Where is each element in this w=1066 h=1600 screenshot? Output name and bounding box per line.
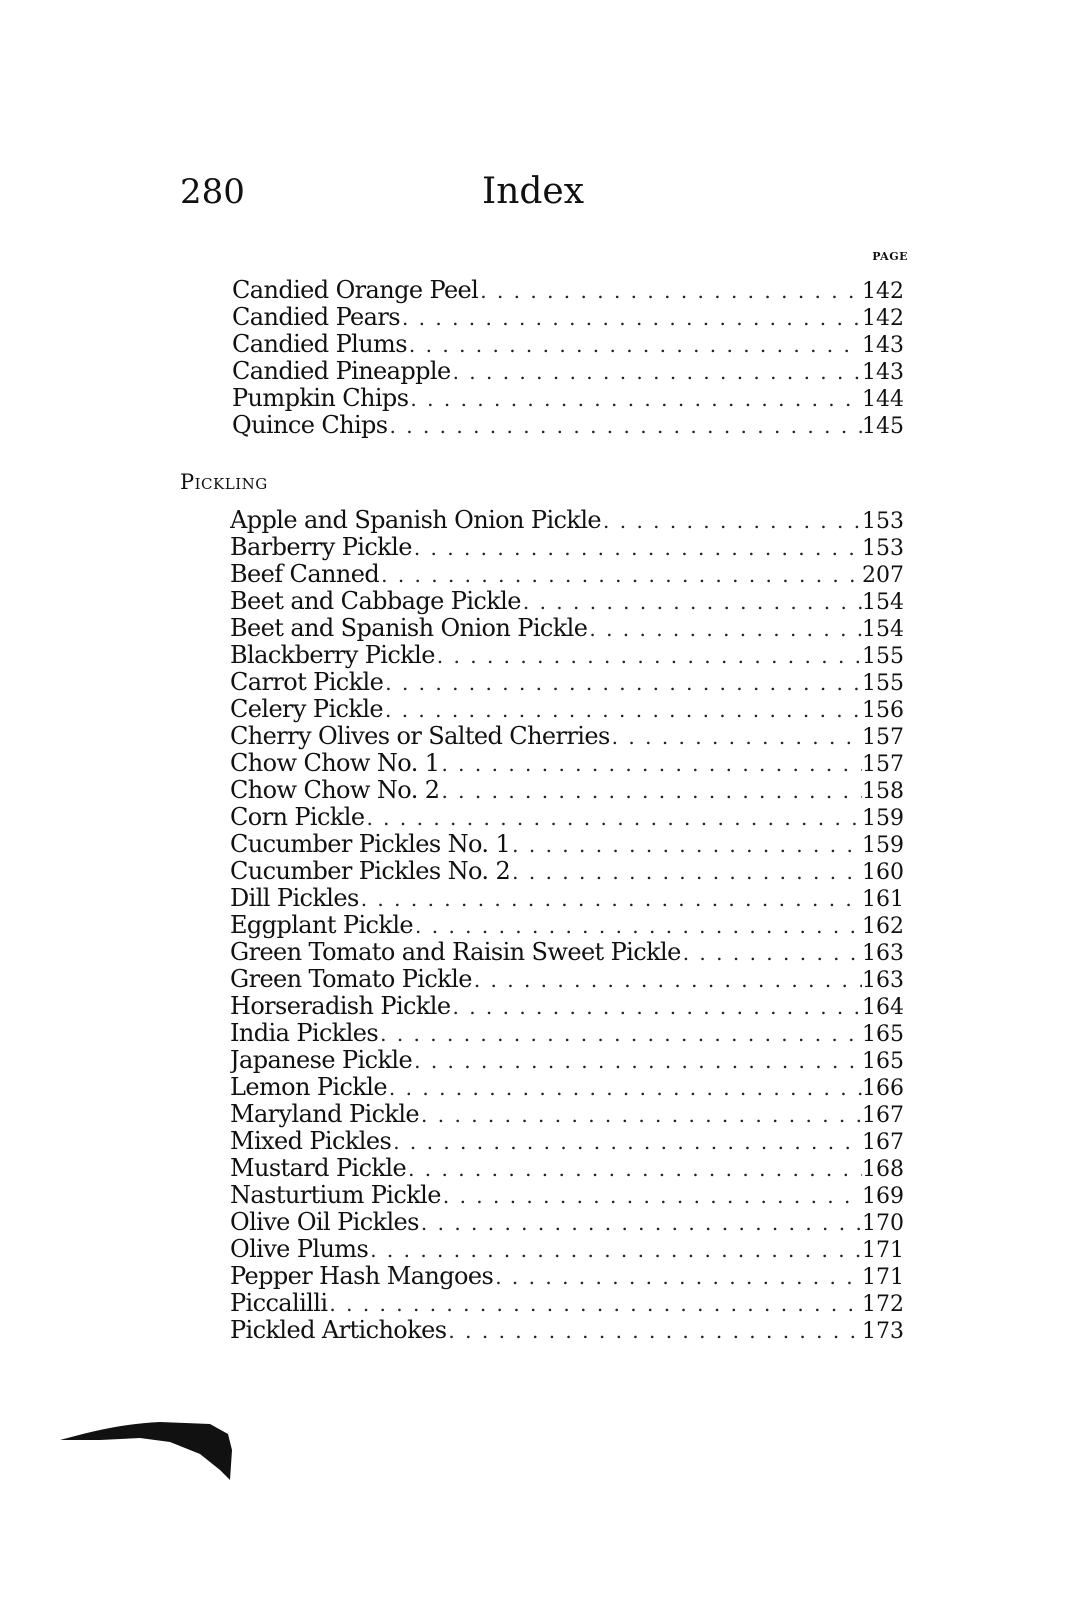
entry-page-number: 168 [862,1157,904,1182]
dot-leader [435,643,862,669]
entry-page-number: 171 [862,1238,904,1263]
dot-leader [413,913,862,939]
index-entry [230,1236,906,1263]
dot-leader [383,670,862,696]
index-entry [230,858,906,885]
dot-leader [419,1102,862,1128]
dot-leader [450,994,862,1020]
entry-page-number: 163 [862,941,904,966]
dot-leader [387,1075,862,1101]
entry-page-number: 158 [862,779,904,804]
entry-title: Corn Pickle [230,804,365,831]
dot-leader [378,1021,862,1047]
index-entry [230,723,906,750]
index-entry [230,1317,906,1344]
entry-title: Candied Pears [232,304,400,331]
entry-page-number: 164 [862,995,904,1020]
dot-leader [391,1129,862,1155]
dot-leader [406,1156,862,1182]
index-entry [232,412,906,439]
section-heading-pickling: Pickling [180,470,268,494]
entry-title: Eggplant Pickle [230,912,414,939]
index-entry [232,277,906,304]
index-entry [230,1047,906,1074]
dot-leader [439,778,862,804]
index-entry [230,777,906,804]
entry-title: Green Tomato and Raisin Sweet Pickle [230,939,681,966]
entry-page-number: 169 [862,1184,904,1209]
entry-page-number: 165 [862,1049,904,1074]
entry-page-number: 153 [862,536,904,561]
entry-title: Celery Pickle [230,696,383,723]
dot-leader [359,886,862,912]
page-stain-mark [60,1410,240,1490]
index-entry [230,939,906,966]
entry-page-number: 162 [862,914,904,939]
entry-title: Blackberry Pickle [230,642,435,669]
index-entry [230,993,906,1020]
dot-leader [383,697,862,723]
entry-page-number: 157 [862,752,904,777]
entry-title: Olive Plums [230,1236,369,1263]
index-entry [230,1182,906,1209]
dot-leader [446,1318,862,1344]
dot-leader [379,562,862,588]
index-entry [230,615,906,642]
entry-title: Beef Canned [230,561,380,588]
index-entry [232,331,906,358]
index-entry [230,1155,906,1182]
index-entry [230,804,906,831]
entry-page-number: 172 [862,1292,904,1317]
dot-leader [327,1291,862,1317]
entry-page-number: 166 [862,1076,904,1101]
entry-title: Candied Orange Peel [232,277,479,304]
entry-title: Nasturtium Pickle [230,1182,441,1209]
entry-page-number: 155 [862,644,904,669]
index-entry [230,696,906,723]
entry-title: Pumpkin Chips [232,385,409,412]
entry-title: Green Tomato Pickle [230,966,472,993]
index-entry [230,1263,906,1290]
candied-entry-list [232,277,906,439]
entry-page-number: 156 [862,698,904,723]
dot-leader [400,305,862,331]
entry-title: Carrot Pickle [230,669,384,696]
entry-page-number: 163 [862,968,904,993]
page-number: 280 [180,172,245,212]
entry-page-number: 157 [862,725,904,750]
entry-title: Pickled Artichokes [230,1317,447,1344]
index-entry [232,385,906,412]
running-head: Index [481,171,585,212]
entry-page-number: 160 [862,860,904,885]
entry-title: India Pickles [230,1020,379,1047]
entry-title: Horseradish Pickle [230,993,451,1020]
entry-page-number: 159 [862,833,904,858]
dot-leader [521,589,862,615]
entry-title: Beet and Cabbage Pickle [230,588,521,615]
index-entry [232,358,906,385]
dot-leader [368,1237,862,1263]
entry-title: Chow Chow No. 2 [230,777,440,804]
dot-leader [412,535,862,561]
dot-leader [408,386,862,412]
dot-leader [472,967,862,993]
entry-title: Maryland Pickle [230,1101,420,1128]
pickling-entry-list [230,507,906,1344]
dot-leader [439,751,862,777]
index-entry [230,1074,906,1101]
entry-title: Japanese Pickle [230,1047,413,1074]
entry-page-number: 145 [862,414,904,439]
entry-title: Dill Pickles [230,885,359,912]
index-entry [230,1290,906,1317]
entry-page-number: 207 [862,563,904,588]
entry-page-number: 153 [862,509,904,534]
entry-page-number: 173 [862,1319,904,1344]
entry-page-number: 142 [862,279,904,304]
index-entry [230,831,906,858]
entry-page-number: 154 [862,617,904,642]
entry-page-number: 165 [862,1022,904,1047]
entry-page-number: 154 [862,590,904,615]
entry-title: Barberry Pickle [230,534,412,561]
dot-leader [610,724,862,750]
index-entry [230,588,906,615]
entry-page-number: 167 [862,1130,904,1155]
index-entry [230,1020,906,1047]
index-entry [230,885,906,912]
entry-title: Quince Chips [232,412,388,439]
dot-leader [364,805,862,831]
entry-title: Mixed Pickles [230,1128,392,1155]
entry-page-number: 143 [862,333,904,358]
dot-leader [510,832,862,858]
index-entry [230,1101,906,1128]
entry-title: Lemon Pickle [230,1074,387,1101]
dot-leader [681,940,862,966]
index-entry [230,561,906,588]
entry-page-number: 155 [862,671,904,696]
dot-leader [587,616,862,642]
index-entry [230,669,906,696]
entry-title: Beet and Spanish Onion Pickle [230,615,588,642]
entry-page-number: 170 [862,1211,904,1236]
entry-title: Cherry Olives or Salted Cherries [230,723,610,750]
index-entry [230,1128,906,1155]
dot-leader [407,332,862,358]
index-entry [230,642,906,669]
dot-leader [412,1048,862,1074]
dot-leader [510,859,862,885]
entry-page-number: 167 [862,1103,904,1128]
entry-title: Candied Plums [232,331,407,358]
entry-title: Apple and Spanish Onion Pickle [230,507,602,534]
entry-title: Candied Pineapple [232,358,451,385]
index-entry [230,750,906,777]
entry-title: Olive Oil Pickles [230,1209,419,1236]
index-entry [230,912,906,939]
entry-title: Pepper Hash Mangoes [230,1263,494,1290]
entry-page-number: 171 [862,1265,904,1290]
entry-title: Cucumber Pickles No. 2 [230,858,511,885]
entry-page-number: 142 [862,306,904,331]
index-entry [232,304,906,331]
entry-page-number: 159 [862,806,904,831]
index-entry [230,1209,906,1236]
index-entry [230,966,906,993]
dot-leader [419,1210,862,1236]
index-entry [230,534,906,561]
entry-title: Mustard Pickle [230,1155,407,1182]
page-column-label: PAGE [872,250,908,263]
dot-leader [388,413,862,439]
entry-page-number: 144 [862,387,904,412]
dot-leader [478,278,862,304]
entry-title: Cucumber Pickles No. 1 [230,831,511,858]
index-entry [230,507,906,534]
entry-page-number: 161 [862,887,904,912]
dot-leader [493,1264,862,1290]
entry-title: Piccalilli [230,1290,328,1317]
entry-title: Chow Chow No. 1 [230,750,440,777]
entry-page-number: 143 [862,360,904,385]
dot-leader [601,508,862,534]
dot-leader [441,1183,862,1209]
dot-leader [451,359,862,385]
